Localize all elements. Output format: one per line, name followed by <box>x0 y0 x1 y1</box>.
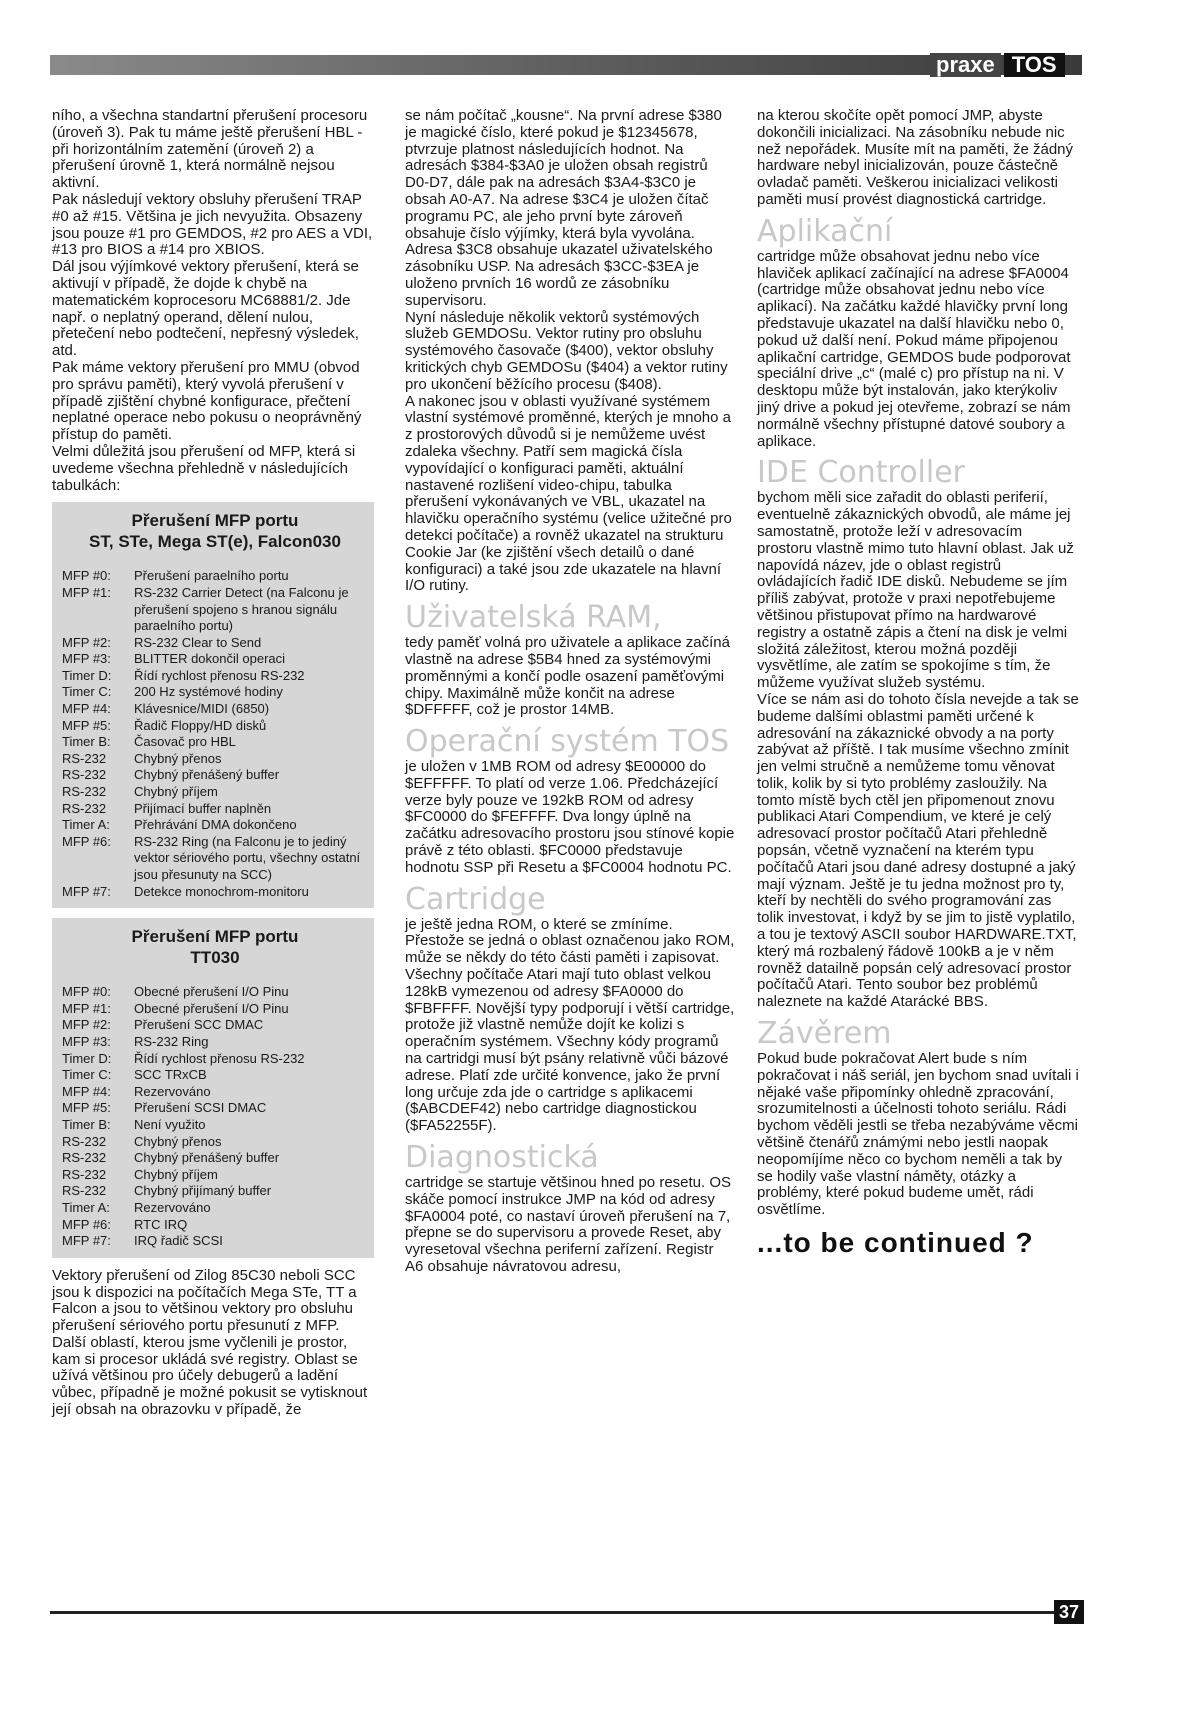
row-key: MFP #3: <box>62 651 111 667</box>
row-value: Přerušení SCC DMAC <box>134 1017 264 1033</box>
row-key: MFP #7: <box>62 883 111 899</box>
table-row <box>62 1200 368 1217</box>
row-value: RS-232 Ring (na Falconu je to jediný vektor sériového portu, všechny ostatní jsou přesunuty na SCC) <box>134 833 361 883</box>
table-row <box>62 801 368 818</box>
table-row <box>62 734 368 751</box>
paragraph: Nyní následuje několik vektorů systémových služeb GEMDOSu. Vektor rutiny pro obsluhu systémového časovače ($400), vektor obsluhy kritických chyb GEMDOSu ($404) a vektor rutiny pro ukončení běžícího procesu ($408). <box>405 308 728 393</box>
paragraph: je ještě jedna ROM, o které se zmíníme. Přestože se jedná o oblast označenou jako ROM, může se někdy do této části paměti i zapisovat. Všechny počítače Atari mají tuto oblast velkou 128kB vymezenou od adresy $FA0000 do $FBFFFF. Novější typy podporují i větší cartridge, protože již vlastně nemůže dojít ke kolizi s operačním systémem. Všechny kódy programů na cartridgi musí být psány relativně vůči bázové adrese. Platí zde určité konvence, jako že první long určuje zda jde o cartridge s aplikacemi ($ABCDEF42) nebo cartridge diagnostickou ($FA52255F). <box>405 915 735 1135</box>
row-value: Rezervováno <box>134 1199 211 1215</box>
row-key: RS-232 <box>62 784 107 800</box>
table-row <box>62 1150 368 1167</box>
table-row <box>62 1001 368 1018</box>
row-key: MFP #0: <box>62 984 111 1000</box>
page-number: 37 <box>1054 1600 1084 1624</box>
row-value: RTC IRQ <box>134 1216 188 1232</box>
row-key: MFP #4: <box>62 1083 111 1099</box>
row-key: RS-232 <box>62 800 107 816</box>
table-row <box>62 635 368 652</box>
table <box>62 568 368 900</box>
row-value: Řídí rychlost přenosu RS-232 <box>134 667 305 683</box>
header-bar <box>50 55 1082 75</box>
row-key: MFP #1: <box>62 1000 111 1016</box>
row-key: RS-232 <box>62 750 107 766</box>
section-heading: IDE Controller <box>757 455 966 491</box>
row-value: RS-232 Ring <box>134 1033 209 1049</box>
row-key: RS-232 <box>62 1183 107 1199</box>
row-key: Timer D: <box>62 667 112 683</box>
row-key: Timer D: <box>62 1050 112 1066</box>
table-row <box>62 585 368 635</box>
paragraph: A nakonec jsou v oblasti využívané systémem vlastní systémové proměnné, kterých je mnoho a z prostorových důvodů si je nemůžeme uvést zdaleka všechny. Patří sem magická čísla vypovídající o konfiguraci paměti, aktuální nastavené rozlišení video-chipu, tabulka přerušení vykonávaných ve VBL, ukazatel na hlavičku operačního systému (velice užitečné pro detekci počítače) a rovněž ukazatel na strukturu Cookie Jar (ke zjištění všech detailů o dané konfiguraci) a také jsou zde ukazatele na hlavní I/O rutiny. <box>405 392 732 595</box>
row-value: RS-232 Carrier Detect (na Falconu je přerušení spojeno s hranou signálu paraelního portu) <box>134 584 349 634</box>
row-key: MFP #7: <box>62 1233 111 1249</box>
paragraph: cartridge může obsahovat jednu nebo více hlaviček aplikací začínající na adrese $FA0004 (cartridge může obsahovat jednu nebo více aplikací). Na začátku každé hlavičky první long představuje ukazatel na další hlavičku nebo 0, pokud už další není. Pokud máme připojenou aplikační cartridge, GEMDOS bude podporovat speciální drive „c“ (malé c) pro přístup na ni. V desktopu může být instalován, jako kterýkoliv jiný drive a pokud jej otevřeme, zobrazí se nám normálně všechny přístupné datové soubory a aplikace. <box>757 247 1071 450</box>
table-row <box>62 1117 368 1134</box>
table-row <box>62 884 368 901</box>
row-value: Obecné přerušení I/O Pinu <box>134 984 289 1000</box>
section-heading: Uživatelská RAM, <box>405 600 662 636</box>
section-label: praxe <box>930 53 1001 77</box>
row-value: Detekce monochrom-monitoru <box>134 883 309 899</box>
table-row <box>62 684 368 701</box>
column-3 <box>757 107 1079 1259</box>
row-value: Řídí rychlost přenosu RS-232 <box>134 1050 305 1066</box>
table-title-line: Přerušení MFP portu <box>131 927 299 947</box>
column-2 <box>405 108 735 1276</box>
row-key: Timer B: <box>62 734 111 750</box>
topic-label: TOS <box>1004 53 1065 77</box>
row-value: Chybný příjem <box>134 1166 218 1182</box>
row-key: MFP #1: <box>62 584 111 600</box>
mfp-table-st <box>52 502 374 908</box>
paragraph: bychom měli sice zařadit do oblasti periferií, eventuelně zákaznických obvodů, ale máme jej samostatně, protože leží v adresovacím prostoru vlastně mimo tuto hlavní oblast. Jak už napovídá název, jde o oblast registrů ovládajících řadič IDE disků. Nebudeme se jím příliš zabývat, protože v praxi nepotřebujeme většinou přistupovat přímo na hardwarové registry a ostatně zápis a čtení na disk je velmi složitá záležitost, kterou možná později vysvětlíme, ale zatím se spokojíme s tím, že můžeme využívat služeb systému. <box>757 489 1074 692</box>
table-title <box>62 510 368 552</box>
row-value: RS-232 Clear to Send <box>134 634 262 650</box>
table-row <box>62 784 368 801</box>
paragraph: ního, a všechna standartní přerušení procesoru (úroveň 3). Pak tu máme ještě přerušení HBL - při horizontálním zatemění (úroveň 2) a přerušení úrovně 1, která normálně nejsou aktivní. <box>52 107 368 192</box>
section-heading: Cartridge <box>405 881 546 917</box>
row-value: Přerušení SCSI DMAC <box>134 1100 267 1116</box>
row-key: MFP #0: <box>62 568 111 584</box>
section-heading: Závěrem <box>757 1016 892 1052</box>
row-key: Timer A: <box>62 817 110 833</box>
paragraph: je uložen v 1MB ROM od adresy $E00000 do $EFFFFF. To platí od verze 1.06. Předcházející verze byly pouze ve 192kB ROM od adresy $FC0000 do $FEFFFF. Dva longy úplně na začátku adresovacího prostoru jsou stínové kopie právě z této oblasti. $FC0000 představuje hodnotu SSP při Resetu a $FC0004 hodnotu PC. <box>405 758 735 876</box>
row-key: Timer B: <box>62 1116 111 1132</box>
table-row <box>62 1051 368 1068</box>
row-key: RS-232 <box>62 1133 107 1149</box>
row-value: Obecné přerušení I/O Pinu <box>134 1000 289 1016</box>
row-value: Řadič Floppy/HD disků <box>134 717 267 733</box>
table-row <box>62 1217 368 1234</box>
table-row <box>62 1167 368 1184</box>
row-value: Chybný přijímaný buffer <box>134 1183 272 1199</box>
row-key: MFP #3: <box>62 1033 111 1049</box>
row-key: RS-232 <box>62 767 107 783</box>
row-key: Timer C: <box>62 1067 112 1083</box>
table-row <box>62 834 368 884</box>
row-value: Chybný přenos <box>134 750 222 766</box>
paragraph: Další oblastí, kterou jsme vyčlenili je prostor, kam si procesor ukládá své registry. Oblast se užívá většinou pro účely debugerů a ladění vůbec, případně je možné pokusit se vytisknout její obsah na obrazovku v případě, že <box>52 1333 368 1419</box>
row-value: BLITTER dokončil operaci <box>134 651 286 667</box>
row-value: Klávesnice/MIDI (6850) <box>134 701 270 717</box>
row-value: Chybný příjem <box>134 784 218 800</box>
table-row <box>62 651 368 668</box>
paragraph: Pokud bude pokračovat Alert bude s ním pokračovat i náš seriál, jen bychom snad uvítali i nějaké vaše připomínky ohledně zpracování, srozumitelnosti a účelnosti tohoto seriálu. Rádi bychom věděli jestli se třeba nezabýváme věcmi většině čtenářů známými nebo jestli naopak neopomíjíme něco co bychom neměli a tak by se hodily vaše vlastní náměty, otázky a problémy, které pokud budeme umět, rádi osvětlíme. <box>757 1050 1079 1219</box>
table-row <box>62 1100 368 1117</box>
row-key: RS-232 <box>62 1150 107 1166</box>
section-heading: Diagnostická <box>405 1140 599 1176</box>
row-key: RS-232 <box>62 1166 107 1182</box>
row-value: Chybný přenášený buffer <box>134 1150 280 1166</box>
paragraph: Dál jsou výjímkové vektory přerušení, která se aktivují v případě, že dojde k chybě na matematickém koprocesoru MC68881/2. Jde např. o neplatný operand, dělení nulou, přetečení nebo podtečení, nepřesný výsledek, atd. <box>52 258 359 360</box>
table-row <box>62 718 368 735</box>
header-tag <box>930 53 1065 77</box>
table-title-line: TT030 <box>190 948 240 968</box>
table <box>62 984 368 1250</box>
row-value: IRQ řadič SCSI <box>134 1233 223 1249</box>
row-value: Chybný přenášený buffer <box>134 767 280 783</box>
row-key: Timer A: <box>62 1199 110 1215</box>
table-row <box>62 568 368 585</box>
row-key: MFP #6: <box>62 1216 111 1232</box>
mfp-table-tt <box>52 918 374 1258</box>
row-key: MFP #2: <box>62 634 111 650</box>
row-key: MFP #5: <box>62 717 111 733</box>
paragraph: Více se nám asi do tohoto čísla nevejde a tak se budeme dalšími oblastmi paměti určené k adresování na zákaznické obvody a na porty zabývat až příště. I tak musíme všechno zmínit jen velmi stručně a nemůžeme tomu věnovat tolik, kolik by si tyto problémy zasloužily. Na tomto místě bych ctěl jen připomenout znovu publikaci Atari Compendium, ve které je celý adresovací prostor počítačů Atari přehledně popsán, včetně vyznačení na kterém typu počítačů Atari jsou dané adresy dostupné a jaký mají význam. Ještě je tu jedna možnost pro ty, kteří by nechtěli do svého programování zas tolik investovat, i když by se jim to jistě vyplatilo, a tou je textový ASCII soubor HARDWARE.TXT, který má rozbalený řádově 100kB a je v něm rovněž datailně popsán celý adresovací prostor počítačů Atari. Tento soubor bez problémů naleznete na každé Atarácké BBS. <box>757 690 1079 1011</box>
table-row <box>62 668 368 685</box>
table-row <box>62 1017 368 1034</box>
table-row <box>62 1067 368 1084</box>
row-value: Není využito <box>134 1116 206 1132</box>
table-row <box>62 817 368 834</box>
table-title <box>62 926 368 968</box>
paragraph: Velmi důležitá jsou přerušení od MFP, která si uvedeme všechna přehledně v následujících tabulkách: <box>52 442 356 494</box>
paragraph: se nám počítač „kousne“. Na první adrese $380 je magické číslo, které pokud je $12345678, ptvrzuje platnost následujících hodnot. Na adresách $384-$3A0 je uložen obsah registrů D0-D7, dále pak na adresách $3A4-$3C0 je obsah A0-A7. Na adrese $3C4 je uložen čítač programu PC, ale jeho první byte zároveň obsahuje číslo výjímky, která byla vyvolána. Adresa $3C8 obsahuje ukazatel uživatelského zásobníku USP. Na adresách $3CC-$3EA je uloženo prvních 16 wordů ze zásobníku supervisoru. <box>405 107 722 309</box>
table-row <box>62 1034 368 1051</box>
row-key: Timer C: <box>62 684 112 700</box>
table-row <box>62 984 368 1001</box>
paragraph: cartridge se startuje většinou hned po resetu. OS skáče pomocí instrukce JMP na kód od adresy $FA0004 poté, co nastaví úroveň přerušení na 7, přepne se do supervisoru a provede Reset, aby vyresetoval všechna periferní zařízení. Registr A6 obsahuje návratovou adresu, <box>405 1174 732 1276</box>
table-row <box>62 751 368 768</box>
paragraph: na kterou skočíte opět pomocí JMP, abyste dokončili inicializaci. Na zásobníku nebude nic než nepořádek. Musíte mít na paměti, že žádný hardware nebyl inicializován, pouze částečně ovladač paměti. Veškerou inicializaci velikosti paměti musí provést diagnostická cartridge. <box>757 107 1074 208</box>
table-row <box>62 767 368 784</box>
to-be-continued: ...to be continued ? <box>757 1227 1034 1259</box>
row-value: SCC TRxCB <box>134 1067 207 1083</box>
table-row <box>62 1084 368 1101</box>
table-row <box>62 1183 368 1200</box>
row-key: MFP #5: <box>62 1100 111 1116</box>
row-value: Přehrávání DMA dokončeno <box>134 817 297 833</box>
row-value: Přerušení paraelního portu <box>134 568 289 584</box>
paragraph: tedy paměť volná pro uživatele a aplikace začíná vlastně na adrese $5B4 hned za systémovými proměnnými a končí podle osazení paměťovými chipy. Maximálně může končit na adrese $DFFFFF, což je prostor 14MB. <box>405 634 730 719</box>
table-row <box>62 1233 368 1250</box>
footer-line <box>50 1611 1055 1614</box>
table-row <box>62 701 368 718</box>
row-key: MFP #2: <box>62 1017 111 1033</box>
row-value: Chybný přenos <box>134 1133 222 1149</box>
table-row <box>62 1134 368 1151</box>
row-key: MFP #6: <box>62 833 111 849</box>
column-1 <box>52 108 374 1419</box>
paragraph: Pak následují vektory obsluhy přerušení TRAP #0 až #15. Většina je jich nevyužita. Obsazeny jsou pouze #1 pro GEMDOS, #2 pro AES a VDI, #13 pro BIOS a #14 pro XBIOS. <box>52 190 373 259</box>
section-heading: Aplikační <box>757 213 893 249</box>
section-heading: Operační systém TOS <box>405 724 730 760</box>
row-value: 200 Hz systémové hodiny <box>134 684 283 700</box>
row-key: MFP #4: <box>62 701 111 717</box>
table-title-line: Přerušení MFP portu <box>131 511 299 531</box>
paragraph: Vektory přerušení od Zilog 85C30 neboli SCC jsou k dispozici na počítačích Mega STe, TT a Falcon a jsou to většinou vektory pro obsluhu přerušení sériového portu přesunutí z MFP. <box>52 1266 357 1335</box>
paragraph: Pak máme vektory přerušení pro MMU (obvod pro správu paměti), který vyvolá přerušení v případě zjištění chybné konfigurace, přečtení neplatné operace nebo pokusu o neoprávněný přístup do paměti. <box>52 358 362 444</box>
row-value: Přijímací buffer naplněn <box>134 800 272 816</box>
table-title-line: ST, STe, Mega ST(e), Falcon030 <box>89 532 341 552</box>
row-value: Rezervováno <box>134 1083 211 1099</box>
row-value: Časovač pro HBL <box>134 734 236 750</box>
